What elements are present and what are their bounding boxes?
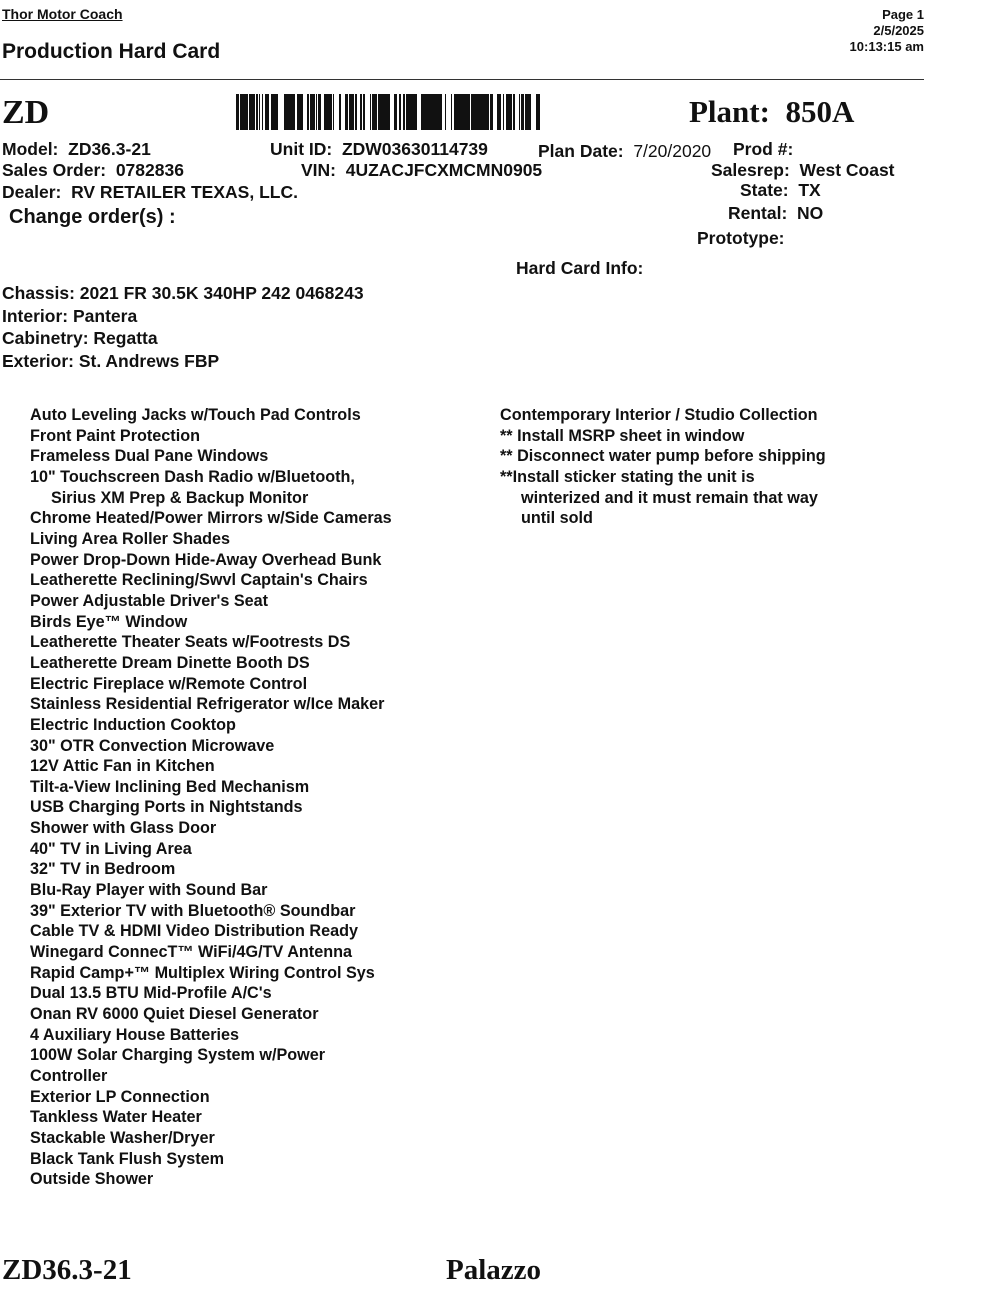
barcode-bar	[238, 94, 239, 130]
barcode-bar	[383, 94, 386, 130]
barcode-bar	[466, 94, 467, 130]
prototype-label: Prototype:	[697, 228, 785, 248]
unit-id-label: Unit ID:	[270, 139, 333, 159]
barcode-bar	[351, 94, 354, 130]
barcode-bar	[378, 94, 379, 130]
option-item: Leatherette Theater Seats w/Footrests DS	[30, 633, 351, 652]
barcode-bar	[484, 94, 486, 130]
salesrep-field	[711, 160, 895, 181]
barcode-icon	[236, 94, 540, 130]
options-list-left	[30, 405, 392, 1190]
barcode-bar	[273, 94, 275, 130]
barcode-bar	[236, 94, 237, 130]
barcode-bar	[400, 94, 401, 130]
barcode-bar	[476, 94, 478, 130]
barcode-bar	[386, 94, 387, 130]
option-item: Cable TV & HDMI Video Distribution Ready	[30, 922, 358, 941]
unit-id-value: ZDW03630114739	[341, 139, 488, 159]
option-item: ** Install MSRP sheet in window	[500, 426, 745, 445]
barcode-bar	[297, 94, 299, 130]
option-item: Electric Induction Cooktop	[30, 715, 236, 734]
barcode-bar	[320, 94, 321, 130]
option-item: until sold	[521, 509, 593, 528]
barcode-bar	[293, 94, 295, 130]
barcode-bar	[286, 94, 287, 130]
option-item: Stackable Washer/Dryer	[30, 1128, 215, 1147]
barcode-bar	[437, 94, 438, 130]
barcode-bar	[312, 94, 313, 130]
option-item: Leatherette Dream Dinette Booth DS	[30, 653, 310, 672]
barcode-bar	[251, 94, 253, 130]
print-date: 2/5/2025	[873, 23, 924, 38]
option-item: Controller	[30, 1067, 108, 1085]
barcode-bar	[291, 94, 293, 130]
barcode-bar	[318, 94, 319, 130]
plan-date-value: 7/20/2020	[633, 141, 712, 161]
barcode-bar	[249, 94, 251, 130]
barcode-bar	[349, 94, 351, 130]
option-item: 30" OTR Convection Microwave	[30, 736, 275, 755]
option-item: Chrome Heated/Power Mirrors w/Side Cameras	[30, 509, 392, 528]
barcode-bar	[497, 94, 500, 130]
option-item: Front Paint Protection	[30, 426, 200, 445]
option-item: 40" TV in Living Area	[30, 839, 192, 858]
barcode-bar	[414, 94, 415, 130]
option-item: Contemporary Interior / Studio Collection	[500, 406, 818, 424]
barcode-bar	[262, 94, 263, 130]
barcode-bar	[275, 94, 276, 130]
barcode-bar	[387, 94, 388, 130]
state-value: TX	[798, 180, 821, 200]
barcode-bar	[240, 94, 242, 130]
rental-label: Rental:	[728, 203, 788, 223]
document-title: Production Hard Card	[2, 40, 221, 63]
barcode-bar	[329, 94, 330, 130]
option-item: Leatherette Reclining/Swvl Captain's Chairs	[30, 571, 368, 590]
plant-value: 850A	[785, 94, 855, 129]
barcode-bar	[360, 94, 361, 130]
rental-field	[728, 203, 823, 224]
barcode-bar	[411, 94, 414, 130]
barcode-bar	[467, 94, 468, 130]
barcode-bar	[361, 94, 362, 130]
barcode-bar	[268, 94, 269, 130]
option-item: Shower with Glass Door	[30, 819, 217, 838]
option-item: 10" Touchscreen Dash Radio w/Bluetooth,	[30, 467, 355, 486]
barcode-bar	[374, 94, 375, 130]
barcode-bar	[399, 94, 400, 130]
barcode-bar	[430, 94, 431, 130]
plant-label: Plant:	[689, 94, 770, 129]
hard-card-info-label: Hard Card Info:	[516, 258, 644, 278]
option-item: Dual 13.5 BTU Mid-Profile A/C's	[30, 984, 272, 1003]
barcode-bar	[326, 94, 327, 130]
barcode-bar	[510, 94, 511, 130]
barcode-bar	[426, 94, 429, 130]
barcode-bar	[513, 94, 515, 130]
barcode-bar	[481, 94, 482, 130]
barcode-bar	[527, 94, 529, 130]
barcode-bar	[253, 94, 255, 130]
dealer-field	[2, 182, 298, 203]
barcode-bar	[394, 94, 396, 130]
barcode-bar	[288, 94, 291, 130]
barcode-bar	[536, 94, 539, 130]
barcode-bar	[460, 94, 461, 130]
model-field	[2, 139, 151, 160]
barcode-bar	[302, 94, 303, 130]
sales-order-field	[2, 160, 184, 181]
barcode-bar	[479, 94, 481, 130]
barcode-bar	[511, 94, 512, 130]
barcode-bar	[491, 94, 492, 130]
option-item: 32" TV in Bedroom	[30, 860, 176, 879]
option-item: Onan RV 6000 Quiet Diesel Generator	[30, 1005, 319, 1024]
option-item: Frameless Dual Pane Windows	[30, 447, 269, 466]
option-item: Living Area Roller Shades	[30, 529, 231, 548]
state-label: State:	[740, 180, 789, 200]
barcode-bar	[433, 94, 435, 130]
company-name: Thor Motor Coach	[2, 6, 123, 22]
barcode-bar	[372, 94, 374, 130]
option-item: winterized and it must remain that way	[521, 488, 818, 507]
barcode-bar	[454, 94, 455, 130]
header-divider	[0, 79, 924, 80]
barcode-bar	[271, 94, 272, 130]
barcode-bar	[381, 94, 382, 130]
barcode-bar	[355, 94, 357, 130]
barcode-bar	[379, 94, 381, 130]
barcode-bar	[439, 94, 441, 130]
option-item: Blu-Ray Player with Sound Bar	[30, 881, 268, 900]
model-value: ZD36.3-21	[68, 139, 151, 159]
model-label: Model:	[2, 139, 59, 159]
barcode-bar	[265, 94, 267, 130]
barcode-bar	[529, 94, 530, 130]
barcode-bar	[327, 94, 329, 130]
chassis-spec: Chassis: 2021 FR 30.5K 340HP 242 0468243	[2, 283, 364, 303]
rental-value: NO	[797, 203, 824, 223]
option-item: USB Charging Ports in Nightstands	[30, 798, 303, 817]
barcode-bar	[464, 94, 466, 130]
option-item: 100W Solar Charging System w/Power	[30, 1046, 326, 1065]
barcode-bar	[431, 94, 432, 130]
footer-model: ZD36.3-21	[2, 1254, 132, 1286]
barcode-bar	[388, 94, 390, 130]
barcode-bar	[339, 94, 341, 130]
option-item: Electric Fireplace w/Remote Control	[30, 674, 308, 693]
barcode-bar	[503, 94, 504, 130]
barcode-bar	[331, 94, 332, 130]
dealer-value: RV RETAILER TEXAS, LLC.	[71, 182, 298, 202]
barcode-bar	[257, 94, 258, 130]
option-item: Birds Eye™ Window	[30, 612, 188, 631]
barcode-bar	[469, 94, 470, 130]
interior-spec: Interior: Pantera	[2, 306, 138, 326]
barcode-bar	[370, 94, 371, 130]
barcode-bar	[478, 94, 479, 130]
page-meta	[850, 7, 924, 55]
barcode-bar	[284, 94, 286, 130]
model-code: ZD	[2, 94, 50, 131]
barcode-bar	[396, 94, 397, 130]
option-item: Sirius XM Prep & Backup Monitor	[51, 488, 309, 507]
option-item: **Install sticker stating the unit is	[500, 467, 755, 486]
barcode-bar	[276, 94, 278, 130]
barcode-bar	[490, 94, 491, 130]
barcode-bar	[441, 94, 442, 130]
barcode-bar	[425, 94, 426, 130]
vin-label: VIN:	[301, 160, 336, 180]
option-item: Rapid Camp+™ Multiplex Wiring Control Sys	[30, 963, 375, 982]
barcode-bar	[247, 94, 248, 130]
barcode-bar	[376, 94, 377, 130]
option-item: Black Tank Flush System	[30, 1149, 225, 1168]
barcode-bar	[471, 94, 472, 130]
barcode-bar	[508, 94, 510, 130]
barcode-bar	[421, 94, 422, 130]
barcode-bar	[455, 94, 457, 130]
barcode-bar	[457, 94, 460, 130]
barcode-bar	[445, 94, 446, 130]
barcode-bar	[429, 94, 430, 130]
salesrep-label: Salesrep:	[711, 160, 790, 180]
barcode-bar	[364, 94, 365, 130]
barcode-bar	[333, 94, 334, 130]
barcode-bar	[375, 94, 376, 130]
barcode-bar	[521, 94, 523, 130]
option-item: Power Drop-Down Hide-Away Overhead Bunk	[30, 550, 382, 569]
barcode-bar	[519, 94, 520, 130]
barcode-bar	[259, 94, 260, 130]
barcode-bar	[435, 94, 437, 130]
sales-order-label: Sales Order:	[2, 160, 107, 180]
barcode-bar	[363, 94, 364, 130]
barcode-bar	[406, 94, 408, 130]
prod-number-label: Prod #:	[733, 139, 794, 159]
barcode-bar	[256, 94, 257, 130]
barcode-bar	[462, 94, 463, 130]
plan-date-label: Plan Date:	[538, 141, 624, 161]
option-item: Auto Leveling Jacks w/Touch Pad Controls	[30, 406, 361, 424]
vin-value: 4UZACJFCXMCMN0905	[345, 160, 543, 180]
salesrep-value: West Coast	[799, 160, 895, 180]
barcode-bar	[313, 94, 314, 130]
barcode-bar	[272, 94, 273, 130]
barcode-bar	[319, 94, 320, 130]
option-item: 4 Auxiliary House Batteries	[30, 1025, 240, 1044]
barcode-bar	[539, 94, 540, 130]
option-item: Outside Shower	[30, 1170, 154, 1189]
barcode-bar	[310, 94, 312, 130]
barcode-bar	[488, 94, 489, 130]
option-item: 12V Attic Fan in Kitchen	[30, 757, 215, 776]
option-item: Winegard ConnecT™ WiFi/4G/TV Antenna	[30, 943, 352, 962]
barcode-bar	[523, 94, 524, 130]
barcode-bar	[472, 94, 474, 130]
unit-id-field	[270, 139, 488, 160]
barcode-bar	[468, 94, 469, 130]
barcode-bar	[506, 94, 508, 130]
barcode-bar	[382, 94, 383, 130]
barcode-bar	[409, 94, 411, 130]
barcode-bar	[415, 94, 416, 130]
barcode-bar	[316, 94, 317, 130]
barcode-bar	[500, 94, 501, 130]
change-orders-label: Change order(s) :	[9, 206, 176, 228]
exterior-spec: Exterior: St. Andrews FBP	[2, 351, 220, 371]
barcode-bar	[237, 94, 238, 130]
barcode-bar	[314, 94, 315, 130]
barcode-bar	[463, 94, 464, 130]
page-number: Page 1	[882, 7, 924, 22]
option-item: Exterior LP Connection	[30, 1087, 210, 1106]
plan-date-field	[538, 141, 711, 162]
barcode-bar	[482, 94, 484, 130]
vin-field	[301, 160, 542, 181]
plant-heading	[689, 94, 854, 130]
barcode-bar	[308, 94, 309, 130]
barcode-bar	[242, 94, 244, 130]
option-item: ** Disconnect water pump before shipping	[500, 447, 826, 466]
barcode-bar	[424, 94, 425, 130]
options-list-right	[500, 405, 826, 529]
option-item: 39" Exterior TV with Bluetooth® Soundbar	[30, 901, 356, 920]
barcode-bar	[244, 94, 245, 130]
barcode-bar	[307, 94, 308, 130]
barcode-bar	[525, 94, 526, 130]
barcode-bar	[267, 94, 268, 130]
cabinetry-spec: Cabinetry: Regatta	[2, 328, 158, 348]
dealer-label: Dealer:	[2, 182, 62, 202]
barcode-bar	[461, 94, 462, 130]
barcode-bar	[438, 94, 439, 130]
barcode-bar	[486, 94, 488, 130]
barcode-bar	[416, 94, 417, 130]
barcode-bar	[530, 94, 531, 130]
state-field	[740, 180, 821, 201]
barcode-bar	[492, 94, 493, 130]
footer-series: Palazzo	[446, 1254, 542, 1286]
barcode-bar	[345, 94, 348, 130]
option-item: Stainless Residential Refrigerator w/Ice Maker	[30, 695, 385, 714]
barcode-bar	[403, 94, 405, 130]
option-item: Tilt-a-View Inclining Bed Mechanism	[30, 777, 310, 796]
print-time: 10:13:15 am	[849, 39, 924, 54]
barcode-bar	[451, 94, 452, 130]
barcode-bar	[422, 94, 424, 130]
barcode-bar	[287, 94, 288, 130]
barcode-bar	[474, 94, 476, 130]
barcode-bar	[408, 94, 409, 130]
sales-order-value: 0782836	[115, 160, 184, 180]
barcode-bar	[526, 94, 527, 130]
option-item: Power Adjustable Driver's Seat	[30, 591, 269, 610]
barcode-bar	[324, 94, 326, 130]
barcode-bar	[432, 94, 433, 130]
option-item: Tankless Water Heater	[30, 1108, 202, 1127]
barcode-bar	[245, 94, 247, 130]
barcode-bar	[299, 94, 302, 130]
barcode-bar	[330, 94, 331, 130]
